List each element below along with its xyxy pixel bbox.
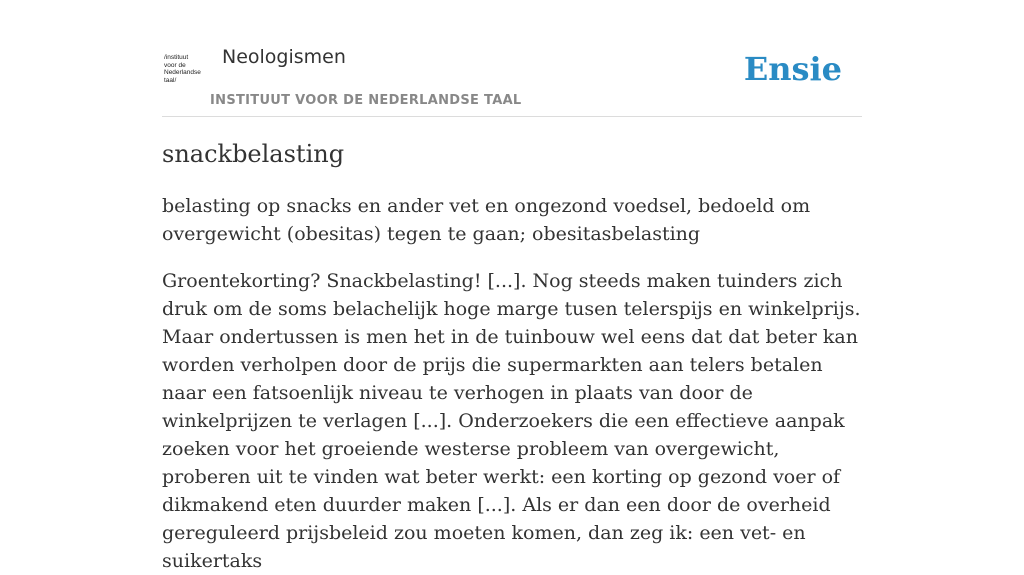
logo-line: voor de — [164, 61, 186, 69]
ensie-brand-logo[interactable]: Ensie — [743, 50, 842, 88]
site-header — [162, 40, 862, 117]
logo-line: Nederlandse — [164, 69, 201, 77]
entry-definition: belasting op snacks en ander vet en ongezond voedsel, bedoeld om overgewicht (obesitas) tegen te gaan; obesitasbelasting — [162, 195, 811, 245]
entry-headword: snackbelasting — [162, 140, 345, 168]
logo-line: /instituut — [164, 54, 189, 61]
organization-name: INSTITUUT VOOR DE NEDERLANDSE TAAL — [210, 93, 522, 108]
ivdnt-logo[interactable] — [164, 54, 208, 90]
logo-line: taal/ — [164, 76, 177, 84]
entry-content — [162, 136, 862, 575]
entry-quote: Groentekorting? Snackbelasting! [...]. Nog steeds maken tuinders zich druk om de soms belachelijk hoge marge tusen telerspijs en winkelprijs. Maar ondertussen is men het in de tuinbouw wel eens dat dat beter kan worden verholpen door de prijs die supermarkten aan telers betalen naar een fatsoenlijk niveau te verhogen in plaats van door de winkelprijzen te verlagen [...]. Onderzoekers die een effectieve aanpak zoeken voor het groeiende westerse probleem van overgewicht, proberen uit te vinden wat beter werkt: een korting op gezond voer of dikmakend eten duurder maken [...]. Als er dan een door de overheid gereguleerd prijsbeleid zou moeten komen, dan zeg ik: een vet- en suikertaks — [162, 270, 861, 572]
site-title[interactable]: Neologismen — [222, 46, 346, 68]
